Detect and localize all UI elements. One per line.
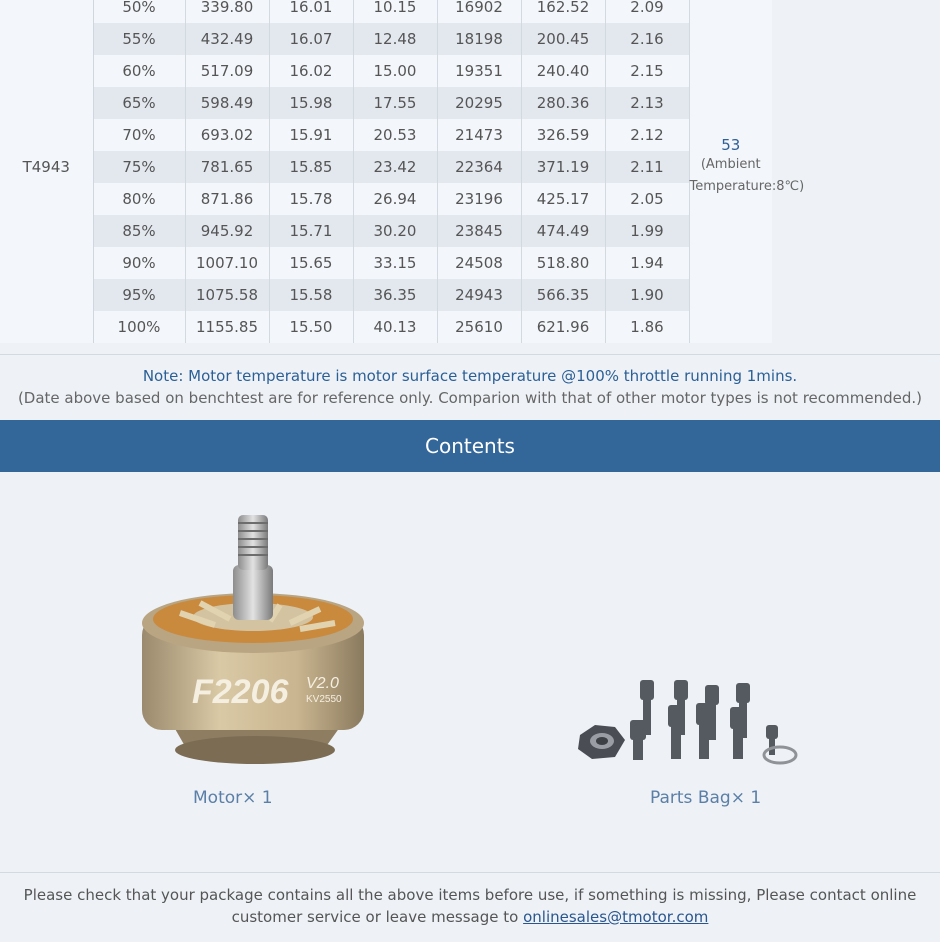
table-cell: 85%: [93, 215, 185, 247]
table-cell: 20.53: [353, 119, 437, 151]
table-row: [0, 119, 940, 151]
table-cell: 70%: [93, 119, 185, 151]
table-cell: 25610: [437, 311, 521, 343]
table-cell: 1.94: [605, 247, 689, 279]
table-row: [0, 87, 940, 119]
table-cell: 566.35: [521, 279, 605, 311]
table-cell: 162.52: [521, 0, 605, 23]
motor-version-text: V2.0: [306, 675, 339, 692]
table-cell: 23845: [437, 215, 521, 247]
table-row: [0, 0, 940, 23]
table-cell: 15.50: [269, 311, 353, 343]
table-cell: 15.91: [269, 119, 353, 151]
table-cell: 693.02: [185, 119, 269, 151]
package-note-prefix: customer service or leave message to: [231, 908, 524, 926]
table-cell: 23196: [437, 183, 521, 215]
table-cell: 40.13: [353, 311, 437, 343]
benchtest-table: [0, 0, 940, 343]
table-row: [0, 311, 940, 343]
table-cell: 432.49: [185, 23, 269, 55]
table-row: [0, 23, 940, 55]
table-cell: 1.99: [605, 215, 689, 247]
table-cell: 95%: [93, 279, 185, 311]
table-cell: 371.19: [521, 151, 605, 183]
table-row: [0, 247, 940, 279]
motor-kv-text: KV2550: [306, 694, 342, 705]
table-cell: 517.09: [185, 55, 269, 87]
table-cell: 50%: [93, 0, 185, 23]
table-cell: 240.40: [521, 55, 605, 87]
table-row: [0, 151, 940, 183]
table-cell: 23.42: [353, 151, 437, 183]
table-cell: 598.49: [185, 87, 269, 119]
temperature-note-1: (Ambient: [700, 156, 761, 172]
table-cell: 15.65: [269, 247, 353, 279]
table-cell: 16.07: [269, 23, 353, 55]
table-cell: 15.58: [269, 279, 353, 311]
support-email-link[interactable]: onlinesales@tmotor.com: [523, 908, 709, 926]
table-cell: 1075.58: [185, 279, 269, 311]
table-cell: 12.48: [353, 23, 437, 55]
table-cell: 1.90: [605, 279, 689, 311]
table-cell: 19351: [437, 55, 521, 87]
table-cell: 2.09: [605, 0, 689, 23]
table-cell: 326.59: [521, 119, 605, 151]
motor-temperature-cell: [689, 0, 805, 343]
table-cell: 280.36: [521, 87, 605, 119]
table-cell: 339.80: [185, 0, 269, 23]
table-cell: 945.92: [185, 215, 269, 247]
table-cell: 18198: [437, 23, 521, 55]
table-cell: 2.15: [605, 55, 689, 87]
parts-bag-label: Parts Bag× 1: [650, 788, 762, 808]
package-note-line-2: [0, 908, 940, 926]
motor-logo-text: F2206: [192, 673, 289, 711]
temperature-note: [0, 354, 940, 421]
table-cell: 16.02: [269, 55, 353, 87]
table-cell: 200.45: [521, 23, 605, 55]
contents-header: Contents: [0, 420, 940, 472]
table-cell: 2.16: [605, 23, 689, 55]
table-cell: 17.55: [353, 87, 437, 119]
temperature-note-2: Temperature:8℃): [689, 178, 805, 194]
table-cell: 22364: [437, 151, 521, 183]
table-cell: 20295: [437, 87, 521, 119]
table-cell: 15.85: [269, 151, 353, 183]
benchtest-table-section: [0, 0, 940, 354]
table-cell: 75%: [93, 151, 185, 183]
table-cell: 16.01: [269, 0, 353, 23]
table-row: [0, 215, 940, 247]
table-cell: 2.13: [605, 87, 689, 119]
table-cell: 65%: [93, 87, 185, 119]
table-cell: 1155.85: [185, 311, 269, 343]
table-cell: 26.94: [353, 183, 437, 215]
table-cell: 80%: [93, 183, 185, 215]
table-cell: 871.86: [185, 183, 269, 215]
table-cell: 2.05: [605, 183, 689, 215]
table-cell: 15.98: [269, 87, 353, 119]
table-cell: 15.71: [269, 215, 353, 247]
table-cell: 15.78: [269, 183, 353, 215]
note-line-1: Note: Motor temperature is motor surface temperature @100% throttle running 1mins.: [142, 367, 798, 385]
table-cell: 2.11: [605, 151, 689, 183]
table-cell: 474.49: [521, 215, 605, 247]
table-cell: 33.15: [353, 247, 437, 279]
table-cell: 15.00: [353, 55, 437, 87]
table-cell: 2.12: [605, 119, 689, 151]
table-cell: 55%: [93, 23, 185, 55]
table-cell: 425.17: [521, 183, 605, 215]
motor-model-cell: T4943: [0, 0, 93, 343]
package-check-note: [0, 872, 940, 942]
table-cell: 10.15: [353, 0, 437, 23]
table-cell: 60%: [93, 55, 185, 87]
table-cell: 518.80: [521, 247, 605, 279]
parts-bag-image: [570, 675, 800, 770]
table-cell: 90%: [93, 247, 185, 279]
table-cell: 24943: [437, 279, 521, 311]
package-note-line-1: Please check that your package contains all the above items before use, if something is missing, Please contact online: [23, 886, 917, 904]
table-cell: 781.65: [185, 151, 269, 183]
table-row: [0, 55, 940, 87]
table-cell: 36.35: [353, 279, 437, 311]
table-cell: 1007.10: [185, 247, 269, 279]
table-cell: 21473: [437, 119, 521, 151]
table-cell: 100%: [93, 311, 185, 343]
temperature-value: 53: [721, 135, 741, 154]
table-cell: 1.86: [605, 311, 689, 343]
table-cell: 621.96: [521, 311, 605, 343]
motor-label: Motor× 1: [193, 788, 273, 808]
table-cell: 24508: [437, 247, 521, 279]
note-line-2: (Date above based on benchtest are for reference only. Comparion with that of other motor types is not recommended.): [17, 389, 923, 407]
table-cell: 16902: [437, 0, 521, 23]
motor-image: [130, 505, 380, 775]
table-row: [0, 279, 940, 311]
table-cell: 30.20: [353, 215, 437, 247]
